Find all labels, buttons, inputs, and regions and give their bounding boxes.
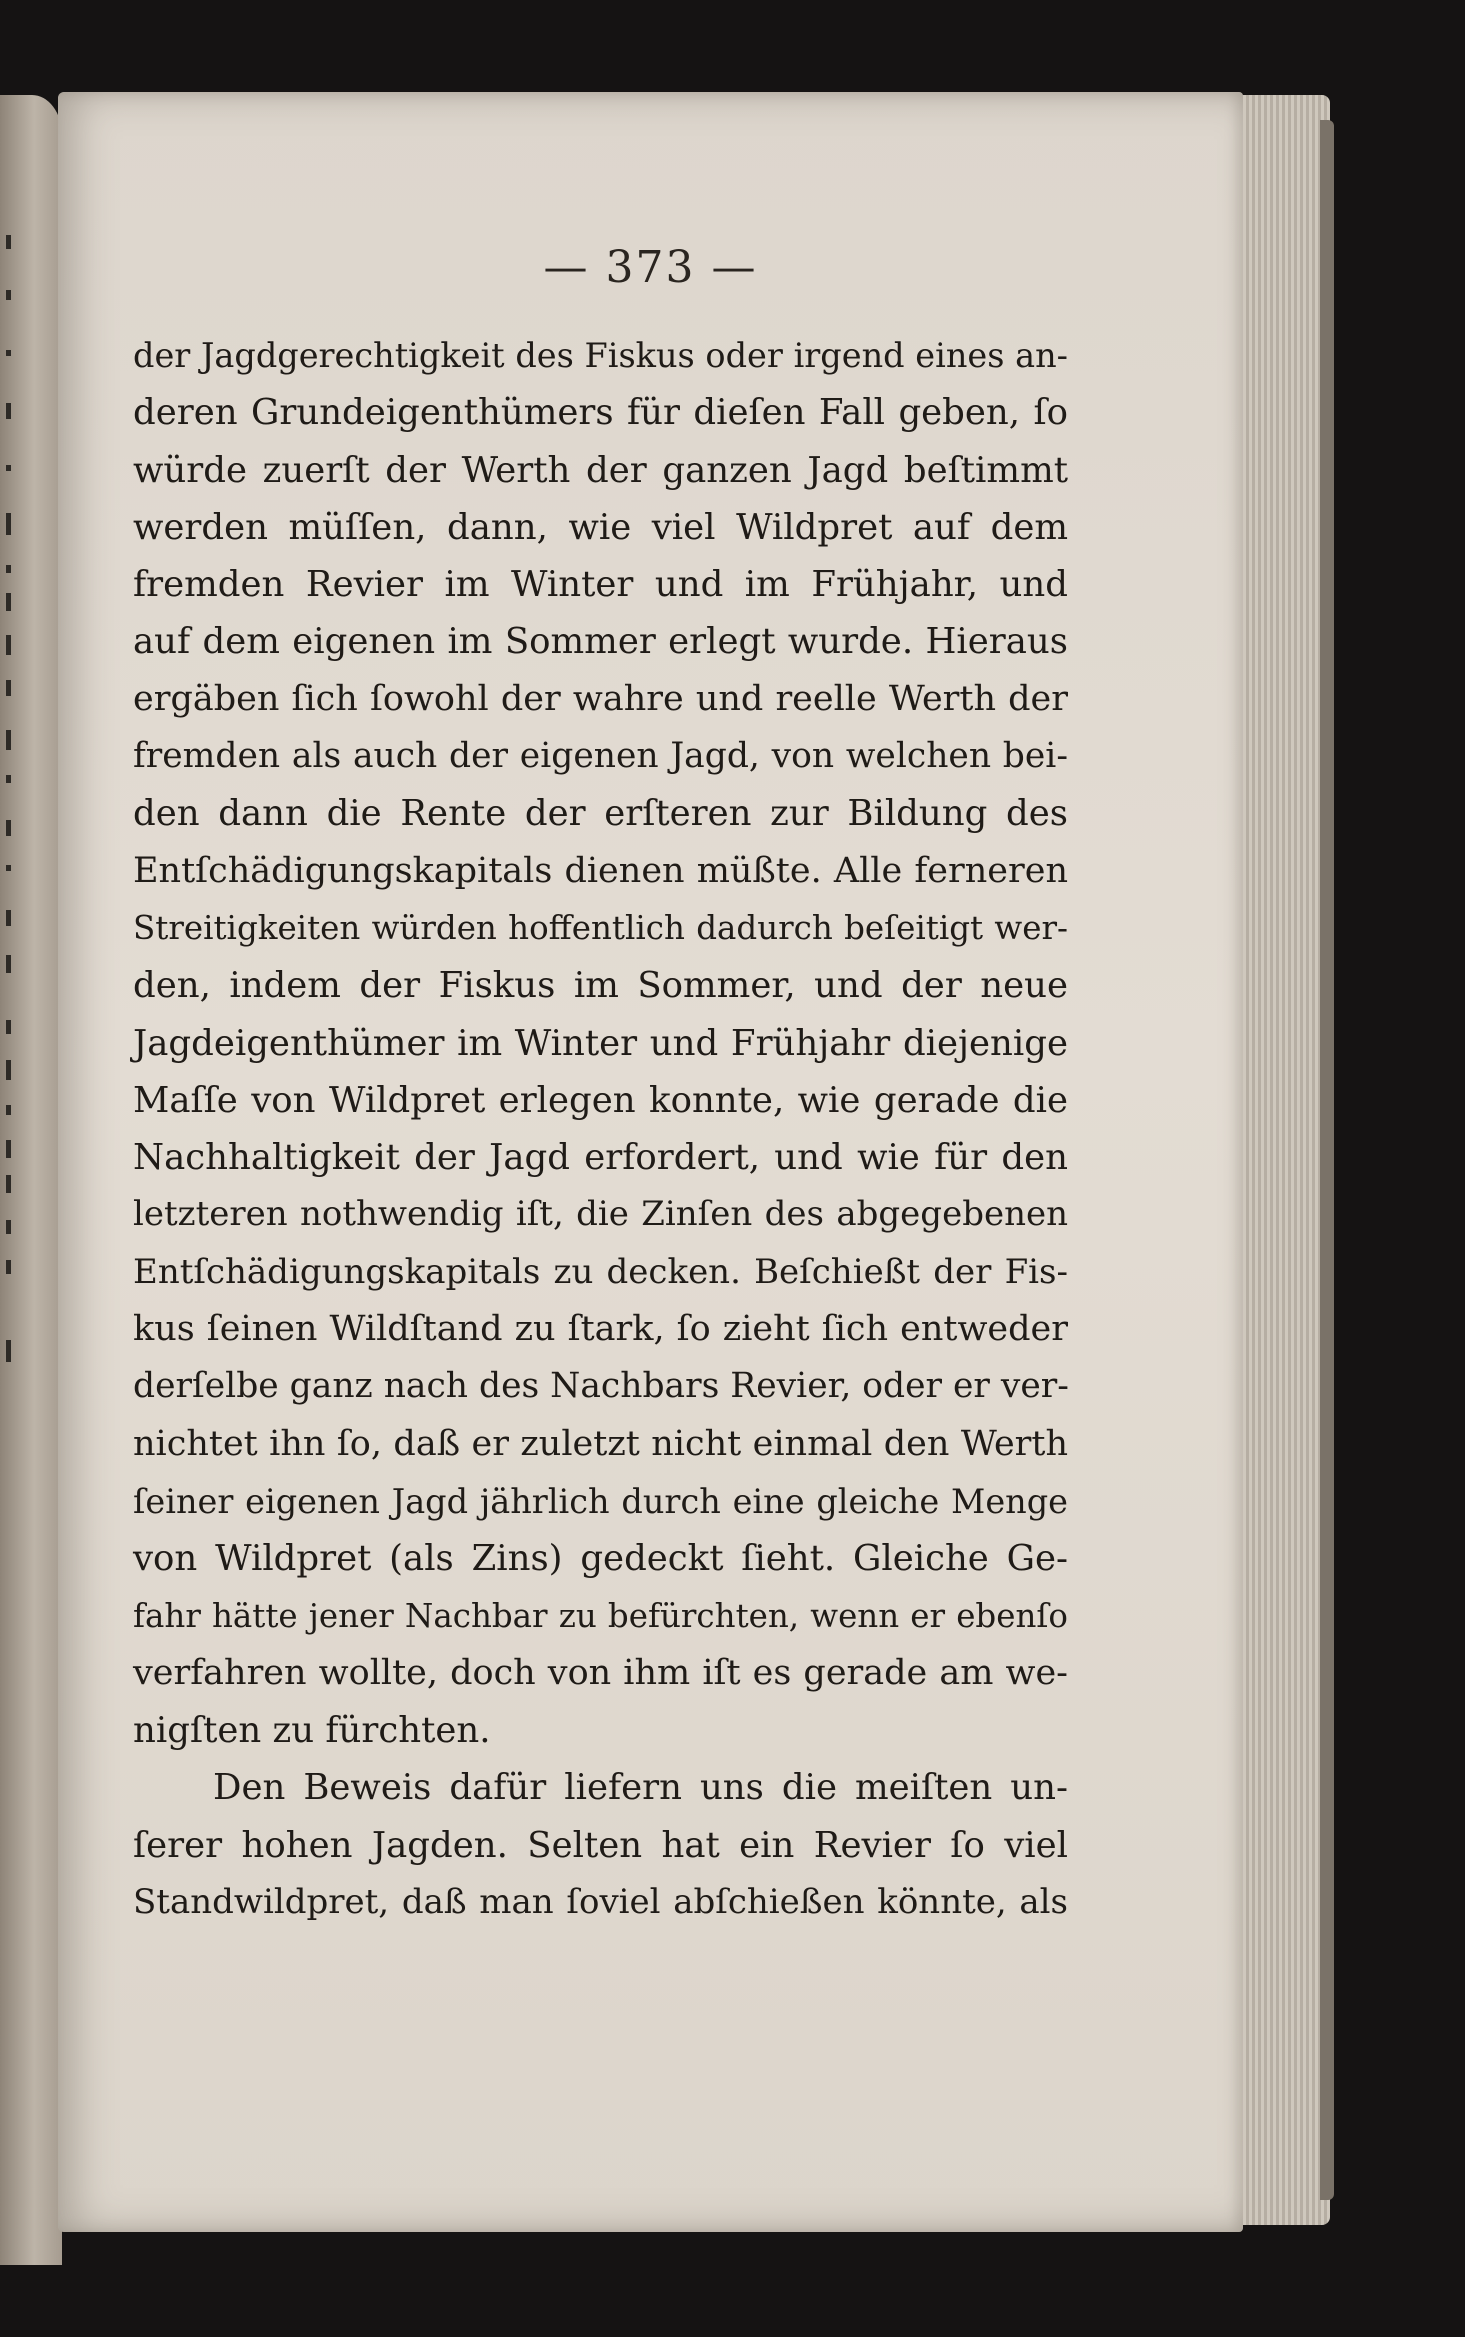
text-line: ſerer hohen Jagden. Selten hat ein Revier ſo viel <box>133 1824 1068 1866</box>
text-line: Standwildpret, daß man ſoviel abſchießen könnte, als <box>133 1882 1068 1923</box>
text-line: kus ſeinen Wildſtand zu ſtark, ſo zieht ſich entweder <box>133 1309 1068 1350</box>
text-line: Entſchädigungskapitals dienen müßte. Alle ferneren <box>133 850 1068 891</box>
body-text <box>133 327 1068 1931</box>
text-line: deren Grundeigenthümers für dieſen Fall geben, ſo <box>133 392 1068 434</box>
text-line: werden müſſen, dann, wie viel Wildpret auf dem <box>133 506 1068 548</box>
text-line: Entſchädigungskapitals zu decken. Beſchießt der Fis- <box>133 1251 1068 1292</box>
text-line: letzteren nothwendig iſt, die Zinſen des abgegebenen <box>133 1194 1068 1235</box>
book-page <box>58 92 1243 2232</box>
text-line: würde zuerſt der Werth der ganzen Jagd beſtimmt <box>133 449 1068 491</box>
text-line: Maſſe von Wildpret erlegen konnte, wie gerade die <box>133 1079 1068 1121</box>
text-line: der Jagdgerechtigkeit des Fiskus oder irgend eines an- <box>133 336 1068 375</box>
book-cover-edge <box>1320 120 1334 2200</box>
text-line: Streitigkeiten würden hoffentlich dadurch beſeitigt wer- <box>133 908 1068 947</box>
text-line: verfahren wollte, doch von ihm iſt es gerade am we- <box>133 1652 1068 1693</box>
text-line: fremden Revier im Winter und im Frühjahr, und <box>133 564 1068 606</box>
text-line: fahr hätte jener Nachbar zu befürchten, wenn er ebenſo <box>133 1596 1068 1635</box>
text-line: derſelbe ganz nach des Nachbars Revier, oder er ver- <box>133 1366 1069 1407</box>
previous-page-text-fragments <box>0 95 30 2265</box>
text-line: den, indem der Fiskus im Sommer, und der neue <box>133 965 1068 1007</box>
page-number: — 373 — <box>543 242 758 293</box>
text-line: nichtet ihn ſo, daß er zuletzt nicht einmal den Werth <box>133 1423 1068 1464</box>
text-line: Den Beweis dafür liefern uns die meiſten un- <box>213 1767 1068 1809</box>
text-line: Jagdeigenthümer im Winter und Frühjahr diejenige <box>133 1022 1068 1064</box>
text-line: ſeiner eigenen Jagd jährlich durch eine gleiche Menge <box>133 1481 1068 1521</box>
text-line: auf dem eigenen im Sommer erlegt wurde. Hieraus <box>133 621 1068 663</box>
text-line: von Wildpret (als Zins) gedeckt ſieht. Gleiche Ge- <box>133 1538 1068 1580</box>
text-line: nigſten zu fürchten. <box>133 1710 491 1752</box>
text-line: fremden als auch der eigenen Jagd, von welchen bei- <box>133 736 1068 777</box>
text-line: Nachhaltigkeit der Jagd erfordert, und wie für den <box>133 1137 1068 1179</box>
text-line: den dann die Rente der erſteren zur Bildung des <box>133 793 1068 835</box>
text-line: ergäben ſich ſowohl der wahre und reelle Werth der <box>133 678 1068 719</box>
